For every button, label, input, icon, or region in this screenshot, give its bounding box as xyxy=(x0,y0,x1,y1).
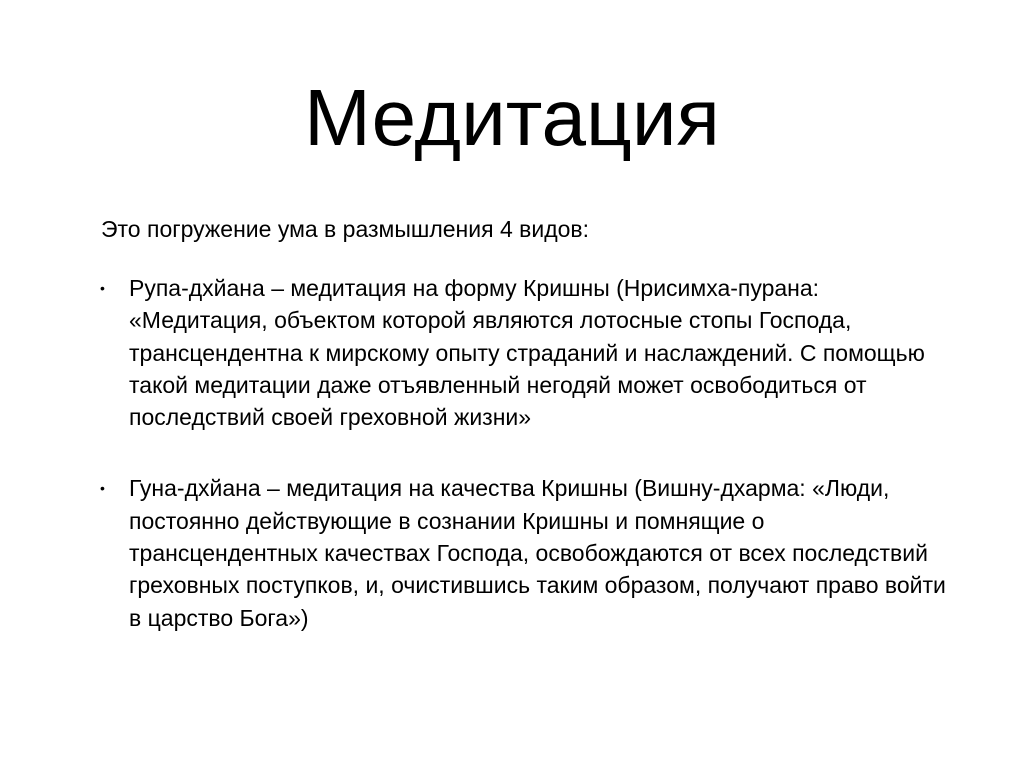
slide-title: Медитация xyxy=(304,73,720,162)
bullet-marker: • xyxy=(100,480,105,497)
bullet-item-rupa-dhyana xyxy=(100,272,950,433)
bullet-marker: • xyxy=(100,280,105,296)
bullet-item-guna-dhyana xyxy=(100,472,950,633)
bullet-text: Рупа-дхйана – медитация на форму Кришны (Нрисимха-пурана: «Медитация, объектом которой являются лотосные стопы Господа, трансцендентна к мирскому опыту страданий и наслаждений. С помощью такой медитации даже отъявленный негодяй может освободиться от последствий своей греховной жизни» xyxy=(129,275,925,431)
intro-text: Это погружение ума в размышления 4 видов: xyxy=(101,216,590,242)
bullet-list xyxy=(100,272,950,634)
bullet-text: Гуна-дхйана – медитация на качества Кришны (Вишну-дхарма: «Люди, постоянно действующие в сознании Кришны и помнящие о трансцендентных качествах Господа, освобождаются от всех последствий греховных поступков, и, очистившись таким образом, получают право войти в царство Бога») xyxy=(129,475,946,631)
